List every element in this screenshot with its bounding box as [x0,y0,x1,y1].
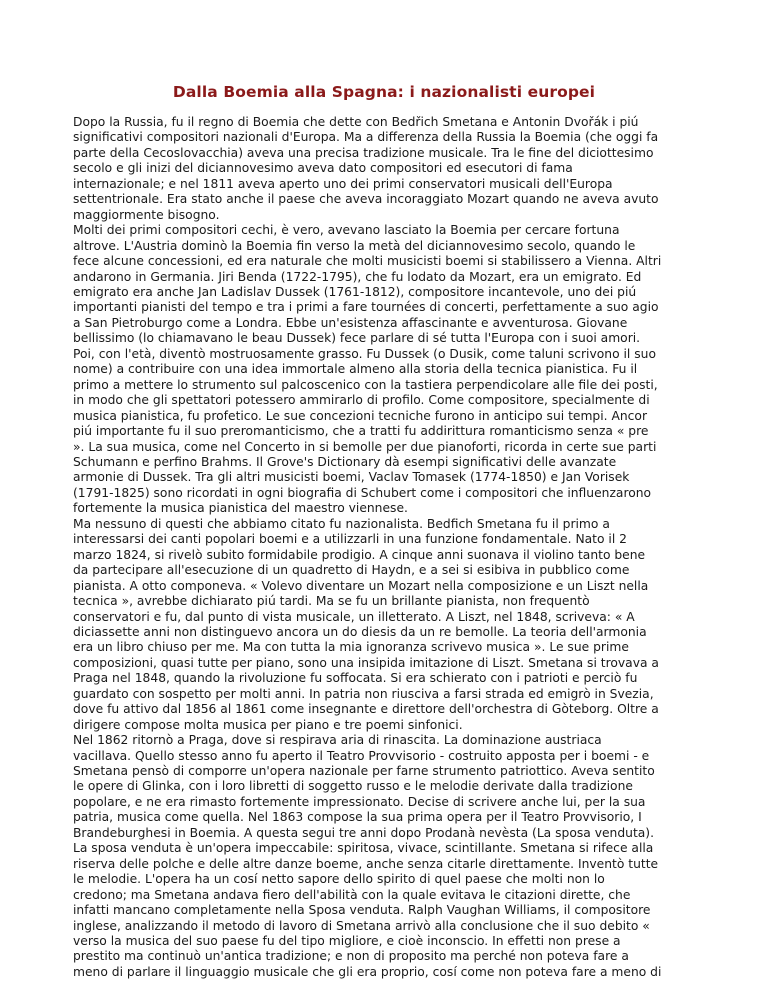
text-line: primo a mettere lo strumento sul palcoscenico con la tastiera perpendicolare alle file dei posti, [73,377,658,392]
paragraph [73,517,713,733]
paragraph [73,115,713,223]
text-line: le opere di Glinka, con i loro libretti di soggetto russo e le melodie derivate dalla tradizione [73,779,633,794]
text-line: tecnica », avrebbe dichiarato piú tardi. Ma se fu un brillante pianista, non frequentò [73,594,590,609]
document-body [73,115,713,980]
text-line: Dopo la Russia, fu il regno di Boemia che dette con Bedřich Smetana e Antonin Dvořák i piú [73,115,639,129]
text-line: dirigere compose molta musica per piano e tre poemi sinfonici. [73,717,463,732]
text-line: credono; ma Smetana andava fiero dell'abilità con la quale evitava le citazioni dirette, che [73,887,631,902]
text-line: guardato con sospetto per molti anni. In patria non riusciva a farsi strada ed emigrò in Svezia, [73,686,654,701]
text-line: significativi compositori nazionali d'Europa. Ma a differenza della Russia la Boemia (che oggi fa [73,130,659,145]
text-line: armonie di Dussek. Tra gli altri musicisti boemi, Vaclav Tomasek (1774-1850) e Jan Vorisek [73,470,630,485]
text-line: Ma nessuno di questi che abbiamo citato fu nazionalista. Bedfich Smetana fu il primo a [73,516,610,531]
text-line: inglese, analizzando il metodo di lavoro di Smetana arrivò alla conclusione che il suo debito « [73,918,650,933]
text-line: patria, musica come quella. Nel 1863 compose la sua prima opera per il Teatro Provvisorio, I [73,810,642,825]
text-line: Molti dei primi compositori cechi, è vero, avevano lasciato la Boemia per cercare fortuna [73,223,620,238]
text-line: nome) a contribuire con una idea immortale almeno alla storia della tecnica pianistica. Fu il [73,362,638,377]
text-line: composizioni, quasi tutte per piano, sono una insipida imitazione di Liszt. Smetana si trovava a [73,655,659,670]
text-line: fortemente la musica pianistica del maestro viennese. [73,501,408,516]
text-line: interessarsi dei canti popolari boemi e a utilizzarli in una funzione fondamentale. Nato il 2 [73,532,627,547]
text-line: secolo e gli inizi del diciannovesimo aveva dato compositori ed esecutori di fama [73,161,573,176]
text-line: popolare, e ne era rimasto fortemente impressionato. Decise di scrivere anche lui, per la sua [73,794,646,809]
text-line: Praga nel 1848, quando la rivoluzione fu soffocata. Si era schierato con i patrioti e perciò fu [73,671,638,686]
text-line: prestito ma continuò un'antica tradizione; e non di proposito ma perché non poteva fare a [73,949,629,964]
text-line: a San Pietroburgo come a Londra. Ebbe un'esistenza affascinante e avventurosa. Giovane [73,315,628,330]
text-line: infatti mancano completamente nella Sposa venduta. Ralph Vaughan Williams, il compositore [73,903,651,918]
text-line: Brandeburghesi in Boemia. A questa segui tre anni dopo Prodanà nevèsta (La sposa venduta). [73,825,655,840]
text-line: maggiormente bisogno. [73,207,220,222]
text-line: Schumann e perfino Brahms. Il Grove's Dictionary dà esempi significativi delle avanzate [73,454,617,469]
text-line: da partecipare all'esecuzione di un quadretto di Haydn, e a sei si esibiva in pubblico come [73,563,630,578]
document-title: Dalla Boemia alla Spagna: i nazionalisti europei [172,83,596,101]
text-line: Poi, con l'età, diventò mostruosamente grasso. Fu Dussek (o Dusik, come taluni scrivono il suo [73,346,656,361]
text-line: La sposa venduta è un'opera impeccabile: spiritosa, vivace, scintillante. Smetana si rifece alla [73,841,654,856]
text-line: dove fu attivo dal 1856 al 1861 come insegnante e direttore dell'orchestra di Gòteborg. Oltre a [73,702,659,717]
text-line: (1791-1825) sono ricordati in ogni biografia di Schubert come i compositori che influenzarono [73,485,652,500]
text-line: settentrionale. Era stato anche il paese che aveva incoraggiato Mozart quando ne aveva avuto [73,192,659,207]
paragraph [73,223,713,517]
text-line: bellissimo (lo chiamavano le beau Dussek) fece parlare di sé tutta l'Europa con i suoi amori. [73,331,641,346]
text-line: conservatori e fu, dal punto di vista musicale, un illetterato. A Liszt, nel 1848, scriveva: « A [73,609,635,624]
text-line: ». La sua musica, come nel Concerto in si bemolle per due pianoforti, ricorda in certe sue parti [73,439,657,454]
text-line: altrove. L'Austria dominò la Boemia fin verso la metà del diciannovesimo secolo, quando le [73,238,636,253]
paragraph [73,733,713,980]
text-line: emigrato era anche Jan Ladislav Dussek (1761-1812), compositore incantevole, uno dei piú [73,284,637,299]
text-line: andarono in Germania. Jiri Benda (1722-1795), che fu lodato da Mozart, era un emigrato. Ed [73,269,642,284]
text-line: Nel 1862 ritornò a Praga, dove si respirava aria di rinascita. La dominazione austriaca [73,733,602,748]
text-line: marzo 1824, si rivelò subito formidabile prodigio. A cinque anni suonava il violino tanto bene [73,547,646,562]
text-line: verso la musica del suo paese fu del tipo migliore, e cioè inconscio. In effetti non prese a [73,934,621,949]
text-line: era un libro chiuso per me. Ma con tutta la mia ignoranza scrivevo musica ». Le sue prime [73,640,629,655]
text-line: fece alcune concessioni, ed era naturale che molti musicisti boemi si stabilissero a Vienna. Altri [73,254,662,269]
text-line: riserva delle polche e delle altre danze boeme, anche senza citarle direttamente. Inventò tutte [73,856,659,871]
text-line: meno di parlare il linguaggio musicale che gli era proprio, cosí come non poteva fare a meno di [73,964,662,979]
text-line: internazionale; e nel 1811 aveva aperto uno dei primi conservatori musicali dell'Europa [73,176,613,191]
text-line: pianista. A otto componeva. « Volevo diventare un Mozart nella composizione e un Liszt nella [73,578,649,593]
text-line: importanti pianisti del tempo e tra i primi a fare tournées di concerti, perfettamente a suo agio [73,300,659,315]
text-line: musica pianistica, fu profetico. Le sue concezioni tecniche furono in anticipo sui tempi. Ancor [73,408,648,423]
text-line: Smetana pensò di comporre un'opera nazionale per farne strumento patriottico. Aveva sentito [73,764,655,779]
text-line: diciassette anni non distinguevo ancora un do diesis da un re bemolle. La teoria dell'armonia [73,624,647,639]
text-line: parte della Cecoslovacchia) aveva una precisa tradizione musicale. Tra le fine del diciottesimo [73,145,654,160]
text-line: vacillava. Quello stesso anno fu aperto il Teatro Provvisorio - costruito apposta per i boemi - e [73,748,650,763]
text-line: in modo che gli spettatori potessero ammirarlo di profilo. Come compositore, specialmente di [73,393,650,408]
text-line: le melodie. L'opera ha un cosí netto sapore dello spirito di quel paese che molti non lo [73,872,605,887]
text-line: piú importante fu il suo preromanticismo, che a tratti fu addirittura romanticismo senza « pre [73,424,649,439]
